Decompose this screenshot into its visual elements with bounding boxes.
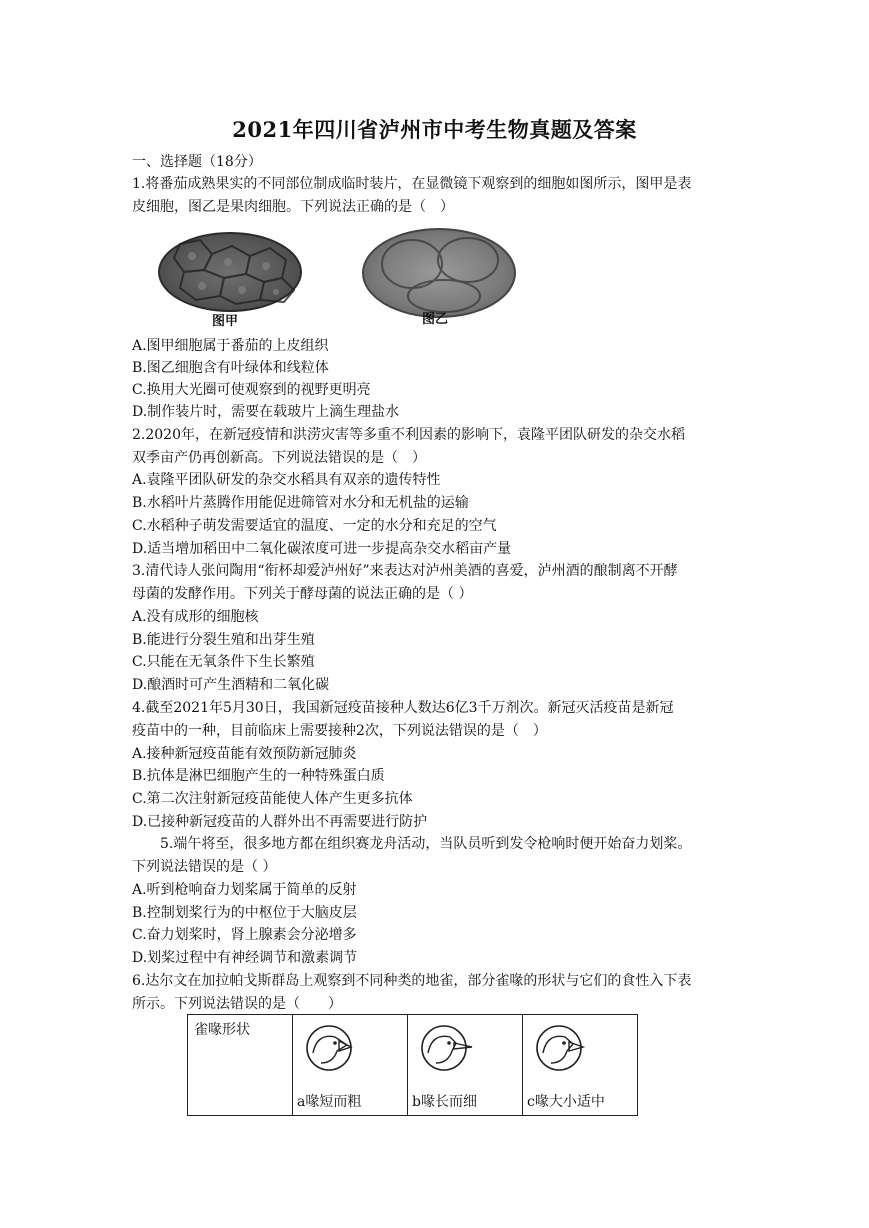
option-text: D.酿酒时可产生酒精和二氧化碳 — [132, 677, 330, 693]
question-text: 2.2020年，在新冠疫情和洪涝灾害等多重不利因素的影响下，袁隆平团队研发的杂交水稻 — [132, 427, 685, 443]
option-text: C.奋力划桨时，肾上腺素会分泌增多 — [132, 927, 357, 943]
beak-caption-a: a喙短而粗 — [297, 1094, 362, 1110]
option-text: A.接种新冠疫苗能有效预防新冠肺炎 — [132, 746, 357, 762]
question-text: 双季亩产仍再创新高。下列说法错误的是（ ） — [132, 450, 426, 466]
medium-beak-icon — [533, 1023, 593, 1073]
option-text: B.图乙细胞含有叶绿体和线粒体 — [132, 360, 329, 376]
pulp-cells-image — [362, 228, 516, 318]
option-text: B.控制划桨行为的中枢位于大脑皮层 — [132, 905, 357, 921]
table-header-cell: 雀喙形状 — [188, 1015, 293, 1116]
page-title: 2021年四川省泸州市中考生物真题及答案 — [232, 117, 637, 142]
option-text: B.能进行分裂生殖和出芽生殖 — [132, 632, 315, 648]
section-heading: 一、选择题（18分） — [132, 154, 262, 170]
microscope-figure — [150, 224, 530, 330]
question-text: 疫苗中的一种，目前临床上需要接种2次，下列说法错误的是（ ） — [132, 723, 547, 739]
question-text: 6.达尔文在加拉帕戈斯群岛上观察到不同种类的地雀，部分雀喙的形状与它们的食性入下表 — [132, 973, 692, 989]
option-text: D.已接种新冠疫苗的人群外出不再需要进行防护 — [132, 814, 428, 830]
beak-caption-b: b喙长而细 — [412, 1094, 477, 1110]
short-thick-beak-icon — [303, 1023, 363, 1073]
option-text: B.抗体是淋巴细胞产生的一种特殊蛋白质 — [132, 768, 385, 784]
question-text: 1.将番茄成熟果实的不同部位制成临时装片，在显微镜下观察到的细胞如图所示，图甲是表 — [132, 176, 692, 192]
option-text: C.第二次注射新冠疫苗能使人体产生更多抗体 — [132, 791, 413, 807]
question-text: 5.端午将至，很多地方都在组织赛龙舟活动，当队员听到发令枪响时便开始奋力划桨。 — [160, 836, 692, 852]
option-text: D.适当增加稻田中二氧化碳浓度可进一步提高杂交水稻亩产量 — [132, 541, 512, 557]
option-text: C.只能在无氧条件下生长繁殖 — [132, 654, 315, 670]
option-text: A.没有成形的细胞核 — [132, 609, 259, 625]
beak-cell-b — [408, 1015, 523, 1116]
question-text: 3.清代诗人张问陶用“衔杯却爱泸州好”来表达对泸州美酒的喜爱，泸州酒的酿制离不开酵 — [132, 563, 678, 579]
long-thin-beak-icon — [418, 1023, 478, 1073]
question-text: 母菌的发酵作用。下列关于酵母菌的说法正确的是（ ） — [132, 586, 473, 602]
option-text: D.制作装片时，需要在载玻片上滴生理盐水 — [132, 404, 400, 420]
epidermis-cells-image — [158, 232, 302, 312]
question-text: 皮细胞，图乙是果肉细胞。下列说法正确的是（ ） — [132, 199, 454, 215]
question-text: 4.截至2021年5月30日，我国新冠疫苗接种人数达6亿3千万剂次。新冠灭活疫苗是新冠 — [132, 700, 674, 716]
option-text: C.换用大光圈可使观察到的视野更明亮 — [132, 382, 371, 398]
question-text: 下列说法错误的是（ ） — [132, 859, 277, 875]
figure-label-yi: 图乙 — [422, 312, 449, 327]
option-text: D.划桨过程中有神经调节和激素调节 — [132, 950, 358, 966]
option-text: C.水稻种子萌发需要适宜的温度、一定的水分和充足的空气 — [132, 518, 497, 534]
option-text: A.袁隆平团队研发的杂交水稻具有双亲的遗传特性 — [132, 472, 441, 488]
beak-cell-a — [293, 1015, 408, 1116]
figure-label-jia: 图甲 — [212, 314, 239, 329]
beak-caption-c: c喙大小适中 — [527, 1094, 605, 1110]
question-text: 所示。下列说法错误的是（ ） — [132, 996, 342, 1012]
beak-shape-table — [187, 1014, 638, 1116]
option-text: A.听到枪响奋力划桨属于简单的反射 — [132, 882, 357, 898]
beak-cell-c — [523, 1015, 638, 1116]
option-text: A.图甲细胞属于番茄的上皮组织 — [132, 338, 329, 354]
option-text: B.水稻叶片蒸腾作用能促进筛管对水分和无机盐的运输 — [132, 495, 469, 511]
